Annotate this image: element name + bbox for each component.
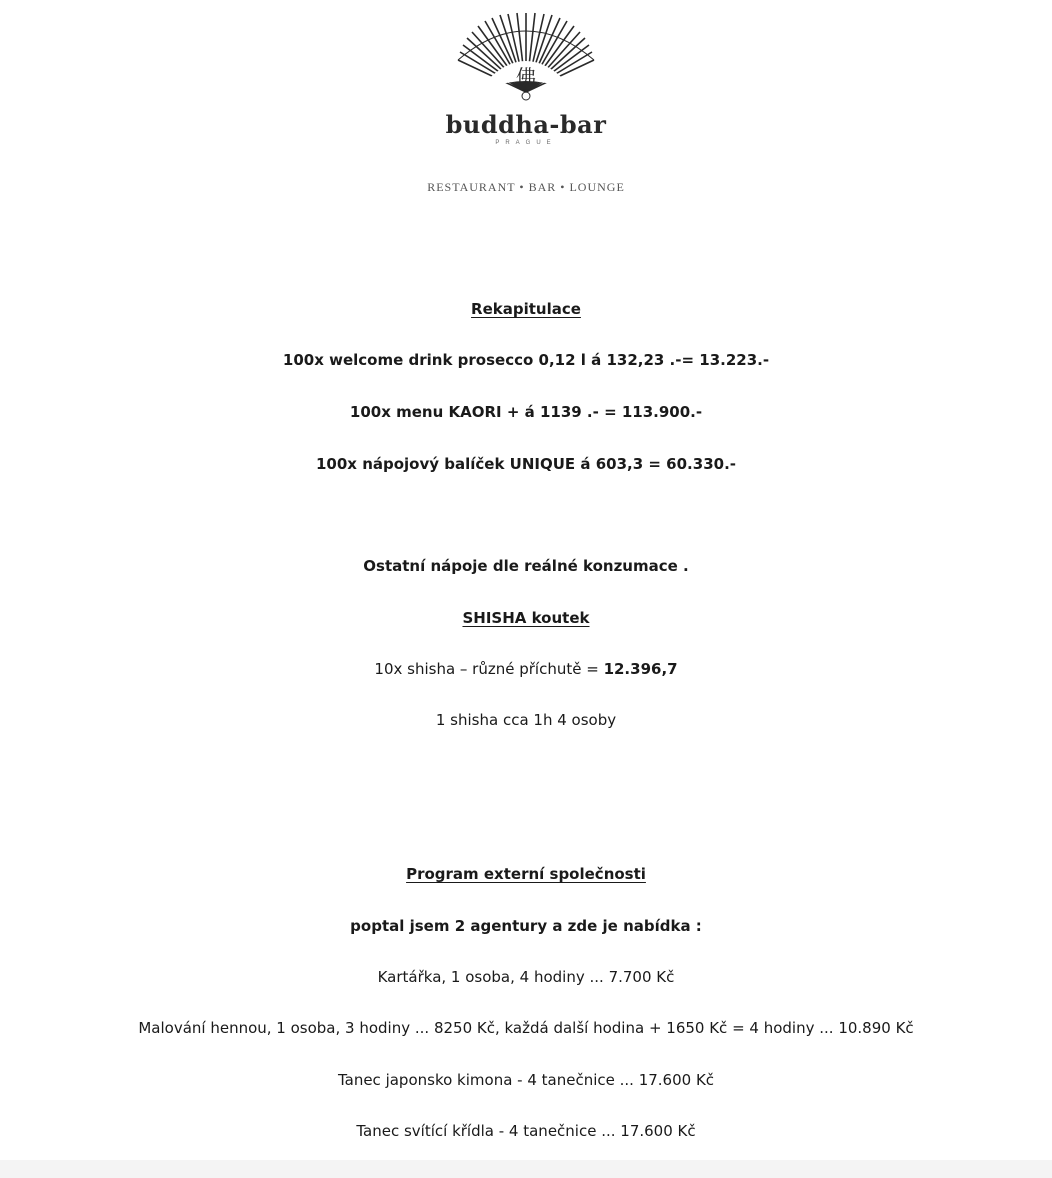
recap-heading: Rekapitulace <box>471 300 581 318</box>
brand-subtitle: PRAGUE <box>495 140 557 146</box>
shisha-line-text: 10x shisha – různé příchutě = <box>374 660 604 678</box>
shisha-heading: SHISHA koutek <box>462 609 590 627</box>
logo-glyph: 佛 <box>516 65 536 89</box>
recap-item-drink-package: 100x nápojový balíček UNIQUE á 603,3 = 60.330.- <box>315 455 736 473</box>
shisha-line-price <box>0 659 1052 679</box>
program-heading: Program externí společnosti <box>406 865 646 883</box>
program-item-wings-dance: Tanec svítící křídla - 4 tanečnice ... 17.600 Kč <box>356 1122 696 1140</box>
buddha-bar-logo <box>0 12 1052 148</box>
recap-item-menu: 100x menu KAORI + á 1139 .- = 113.900.- <box>349 403 703 421</box>
shisha-line-info: 1 shisha cca 1h 4 osoby <box>435 711 617 729</box>
other-drinks-note: Ostatní nápoje dle reálné konzumace . <box>363 557 689 575</box>
brand-name: buddha-bar <box>445 110 607 139</box>
program-item-henna: Malování hennou, 1 osoba, 3 hodiny ... 8250 Kč, každá další hodina + 1650 Kč = 4 hodiny ... 10.890 Kč <box>138 1019 914 1037</box>
page-bottom-edge <box>0 1160 1052 1178</box>
program-item-tarot: Kartářka, 1 osoba, 4 hodiny ... 7.700 Kč <box>377 968 675 986</box>
shisha-amount: 12.396,7 <box>603 660 678 678</box>
program-item-kimono-dance: Tanec japonsko kimona - 4 tanečnice ... 17.600 Kč <box>337 1071 715 1089</box>
recap-item-welcome-drink: 100x welcome drink prosecco 0,12 l á 132,23 .-= 13.223.- <box>282 351 770 369</box>
tagline: RESTAURANT • BAR • LOUNGE <box>427 180 625 194</box>
fan-logo-icon <box>446 12 606 112</box>
program-intro: poptal jsem 2 agentury a zde je nabídka : <box>350 917 702 935</box>
